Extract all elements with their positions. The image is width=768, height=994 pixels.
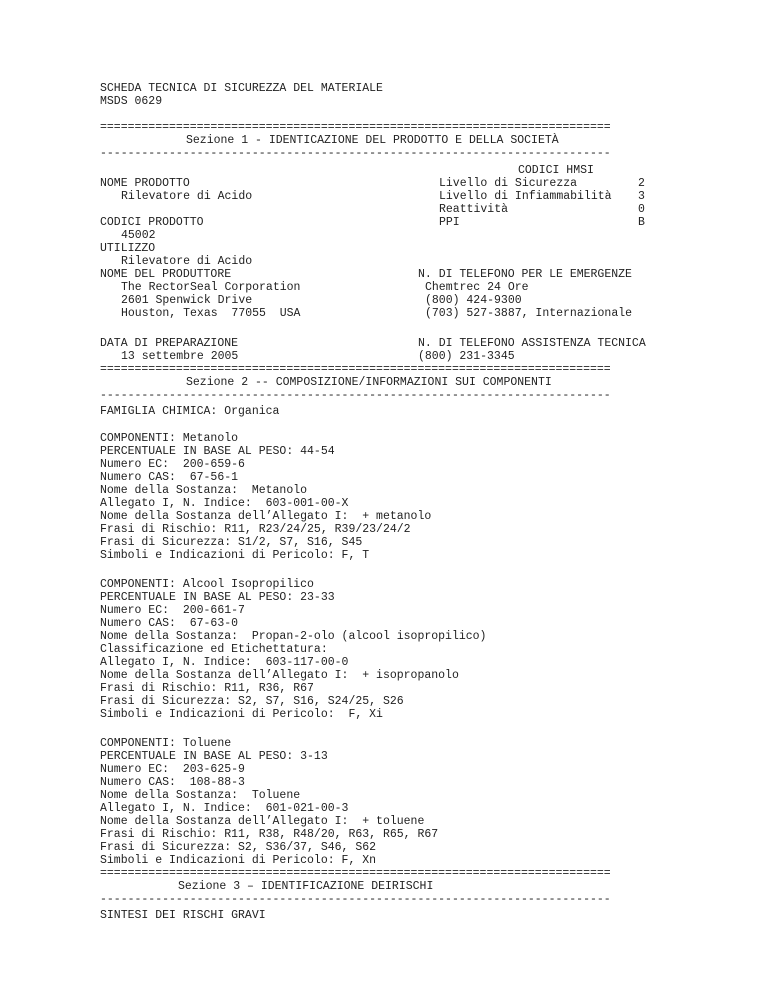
hmsi-value: 3	[638, 190, 645, 203]
component-line: Classificazione ed Etichettatura:	[100, 643, 328, 656]
component-line: Allegato I, N. Indice: 603-001-00-X	[100, 497, 349, 510]
component-line: COMPONENTI: Toluene	[100, 737, 232, 750]
double-rule: ==========================================================================	[100, 867, 611, 880]
chemical-family: FAMIGLIA CHIMICA: Organica	[100, 405, 280, 418]
component-line: Frasi di Rischio: R11, R36, R67	[100, 682, 314, 695]
component-line: Numero EC: 200-659-6	[100, 458, 245, 471]
component-line: PERCENTUALE IN BASE AL PESO: 44-54	[100, 445, 335, 458]
use-value: Rilevatore di Acido	[121, 255, 253, 268]
component-line: Simboli e Indicazioni di Pericolo: F, Xi	[100, 708, 383, 721]
component-line: Allegato I, N. Indice: 603-117-00-0	[100, 656, 349, 669]
component-line: Numero EC: 200-661-7	[100, 604, 245, 617]
tech-phone-label: N. DI TELEFONO ASSISTENZA TECNICA	[418, 337, 646, 350]
hmsi-value: 0	[638, 203, 645, 216]
hmsi-title: CODICI HMSI	[518, 164, 594, 177]
prep-date: 13 settembre 2005	[121, 350, 239, 363]
component-line: Nome della Sostanza: Propan-2-olo (alcool isopropilico)	[100, 630, 487, 643]
hmsi-label: PPI	[439, 216, 460, 229]
manufacturer-line: The RectorSeal Corporation	[121, 281, 301, 294]
double-rule: ==========================================================================	[100, 121, 611, 134]
component-line: Frasi di Rischio: R11, R23/24/25, R39/23/24/2	[100, 523, 411, 536]
hmsi-label: Livello di Sicurezza	[439, 177, 578, 190]
section2-heading: Sezione 2 -- COMPOSIZIONE/INFORMAZIONI SUI COMPONENTI	[186, 376, 552, 389]
use-label: UTILIZZO	[100, 242, 156, 255]
component-line: COMPONENTI: Metanolo	[100, 432, 239, 445]
hmsi-value: 2	[638, 177, 645, 190]
product-name-label: NOME PRODOTTO	[100, 177, 190, 190]
product-code: 45002	[121, 229, 156, 242]
emergency-line: Chemtrec 24 Ore	[425, 281, 529, 294]
product-name: Rilevatore di Acido	[121, 190, 253, 203]
component-line: Numero EC: 203-625-9	[100, 763, 245, 776]
component-line: Frasi di Sicurezza: S1/2, S7, S16, S45	[100, 536, 363, 549]
component-line: Frasi di Sicurezza: S2, S7, S16, S24/25, S26	[100, 695, 404, 708]
single-rule: --------------------------------------------------------------------------	[100, 389, 611, 402]
component-line: Allegato I, N. Indice: 601-021-00-3	[100, 802, 349, 815]
component-line: Numero CAS: 67-63-0	[100, 617, 239, 630]
component-line: Nome della Sostanza dell’Allegato I: + toluene	[100, 815, 425, 828]
component-line: Nome della Sostanza: Metanolo	[100, 484, 308, 497]
section3-subheading: SINTESI DEI RISCHI GRAVI	[100, 909, 266, 922]
component-line: Frasi di Rischio: R11, R38, R48/20, R63, R65, R67	[100, 828, 439, 841]
component-line: PERCENTUALE IN BASE AL PESO: 23-33	[100, 591, 335, 604]
product-codes-label: CODICI PRODOTTO	[100, 216, 204, 229]
component-line: Nome della Sostanza dell’Allegato I: + metanolo	[100, 510, 432, 523]
document-title: SCHEDA TECNICA DI SICUREZZA DEL MATERIALE	[100, 82, 383, 95]
hmsi-value: B	[638, 216, 645, 229]
prep-date-label: DATA DI PREPARAZIONE	[100, 337, 239, 350]
hmsi-label: Reattività	[439, 203, 509, 216]
single-rule: --------------------------------------------------------------------------	[100, 893, 611, 906]
single-rule: --------------------------------------------------------------------------	[100, 147, 611, 160]
emergency-line: (703) 527-3887, Internazionale	[425, 307, 633, 320]
msds-number: MSDS 0629	[100, 95, 163, 108]
manufacturer-label: NOME DEL PRODUTTORE	[100, 268, 232, 281]
hmsi-label: Livello di Infiammabilità	[439, 190, 612, 203]
component-line: Nome della Sostanza dell’Allegato I: + isopropanolo	[100, 669, 459, 682]
manufacturer-line: Houston, Texas 77055 USA	[121, 307, 301, 320]
emergency-line: (800) 424-9300	[425, 294, 522, 307]
component-line: PERCENTUALE IN BASE AL PESO: 3-13	[100, 750, 328, 763]
component-line: Frasi di Sicurezza: S2, S36/37, S46, S62	[100, 841, 377, 854]
emergency-phone-label: N. DI TELEFONO PER LE EMERGENZE	[418, 268, 632, 281]
component-line: COMPONENTI: Alcool Isopropilico	[100, 578, 314, 591]
component-line: Numero CAS: 108-88-3	[100, 776, 245, 789]
component-line: Simboli e Indicazioni di Pericolo: F, T	[100, 549, 370, 562]
component-line: Nome della Sostanza: Toluene	[100, 789, 301, 802]
manufacturer-line: 2601 Spenwick Drive	[121, 294, 253, 307]
component-line: Simboli e Indicazioni di Pericolo: F, Xn	[100, 854, 377, 867]
component-line: Numero CAS: 67-56-1	[100, 471, 239, 484]
tech-phone: (800) 231-3345	[418, 350, 515, 363]
double-rule: ==========================================================================	[100, 363, 611, 376]
section1-heading: Sezione 1 - IDENTICAZIONE DEL PRODOTTO E DELLA SOCIETÀ	[186, 134, 559, 147]
section3-heading: Sezione 3 – IDENTIFICAZIONE DEIRISCHI	[178, 880, 434, 893]
